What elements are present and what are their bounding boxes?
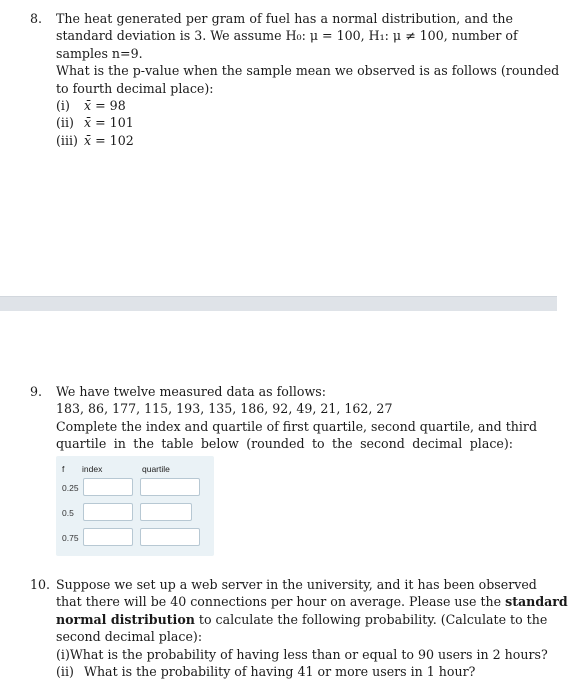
sub-question-ii <box>56 114 513 131</box>
quartile-input-025[interactable] <box>140 478 200 496</box>
quartile-input-05[interactable] <box>140 503 192 521</box>
question-8 <box>30 10 560 149</box>
sub-question-label: (ii) <box>56 664 74 680</box>
quartile-table <box>56 456 214 556</box>
column-header-quartile: quartile <box>142 464 170 474</box>
sub-question-i <box>56 97 513 114</box>
bold-term: standard <box>505 594 568 610</box>
question-number: 8. <box>30 11 43 26</box>
sample-mean-value: = 101 <box>95 115 134 131</box>
page-separator <box>0 296 557 312</box>
sub-question-label: (i) <box>56 646 70 662</box>
question-text-line: The heat generated per gram of fuel has a normal distribution, and the <box>56 11 513 26</box>
sub-question-i <box>56 646 548 663</box>
question-number: 10. <box>30 577 51 592</box>
sub-question-label: (iii) <box>56 132 78 148</box>
question-text-line: quartile in the table below (rounded to the second decimal place): <box>56 436 513 452</box>
question-text-segment: to calculate the following probability. (Calculate to the <box>198 611 548 627</box>
question-text-line: We have twelve measured data as follows: <box>56 384 326 399</box>
question-text-line: to fourth decimal place): <box>56 80 214 96</box>
sub-question-text: What is the probability of having less than or equal to 90 users in 2 hours? <box>69 646 548 662</box>
question-number: 9. <box>30 384 43 399</box>
row-label-025: 0.25 <box>62 483 79 493</box>
sample-mean-value: = 98 <box>95 98 126 114</box>
sub-question-iii <box>56 132 513 149</box>
sub-question-ii <box>56 663 513 680</box>
question-text-segment: that there will be 40 connections per hour on average. Please use the <box>56 594 502 610</box>
index-input-075[interactable] <box>83 528 133 546</box>
sub-question-label: (i) <box>56 98 70 114</box>
question-text-line: Complete the index and quartile of first quartile, second quartile, and third <box>56 418 538 434</box>
sub-question-text: What is the probability of having 41 or more users in 1 hour? <box>84 664 476 680</box>
sub-question-label: (ii) <box>56 115 74 131</box>
question-text-line: second decimal place): <box>56 629 203 645</box>
bold-term: normal distribution <box>56 611 195 627</box>
column-header-f: f <box>62 464 65 474</box>
sample-mean-symbol: x̄ <box>84 115 92 131</box>
row-label-05: 0.5 <box>62 508 74 518</box>
sample-mean-symbol: x̄ <box>84 132 92 148</box>
question-text-line <box>56 593 568 610</box>
question-text-line <box>56 611 548 628</box>
question-text-line: samples n=9. <box>56 45 143 61</box>
sample-mean-value: = 102 <box>95 132 134 148</box>
index-input-05[interactable] <box>83 503 133 521</box>
question-text-line: What is the p-value when the sample mean we observed is as follows (rounded <box>56 63 560 79</box>
question-9 <box>30 383 538 453</box>
sample-mean-symbol: x̄ <box>84 98 92 114</box>
question-text-line: standard deviation is 3. We assume H₀: μ = 100, H₁: μ ≠ 100, number of <box>56 28 518 44</box>
question-10 <box>30 576 568 680</box>
data-values-line: 183, 86, 177, 115, 193, 135, 186, 92, 49, 21, 162, 27 <box>56 401 393 417</box>
column-header-index: index <box>82 464 103 474</box>
question-text-line: Suppose we set up a web server in the university, and it has been observed <box>56 577 537 592</box>
quartile-input-075[interactable] <box>140 528 200 546</box>
index-input-025[interactable] <box>83 478 133 496</box>
row-label-075: 0.75 <box>62 533 79 543</box>
